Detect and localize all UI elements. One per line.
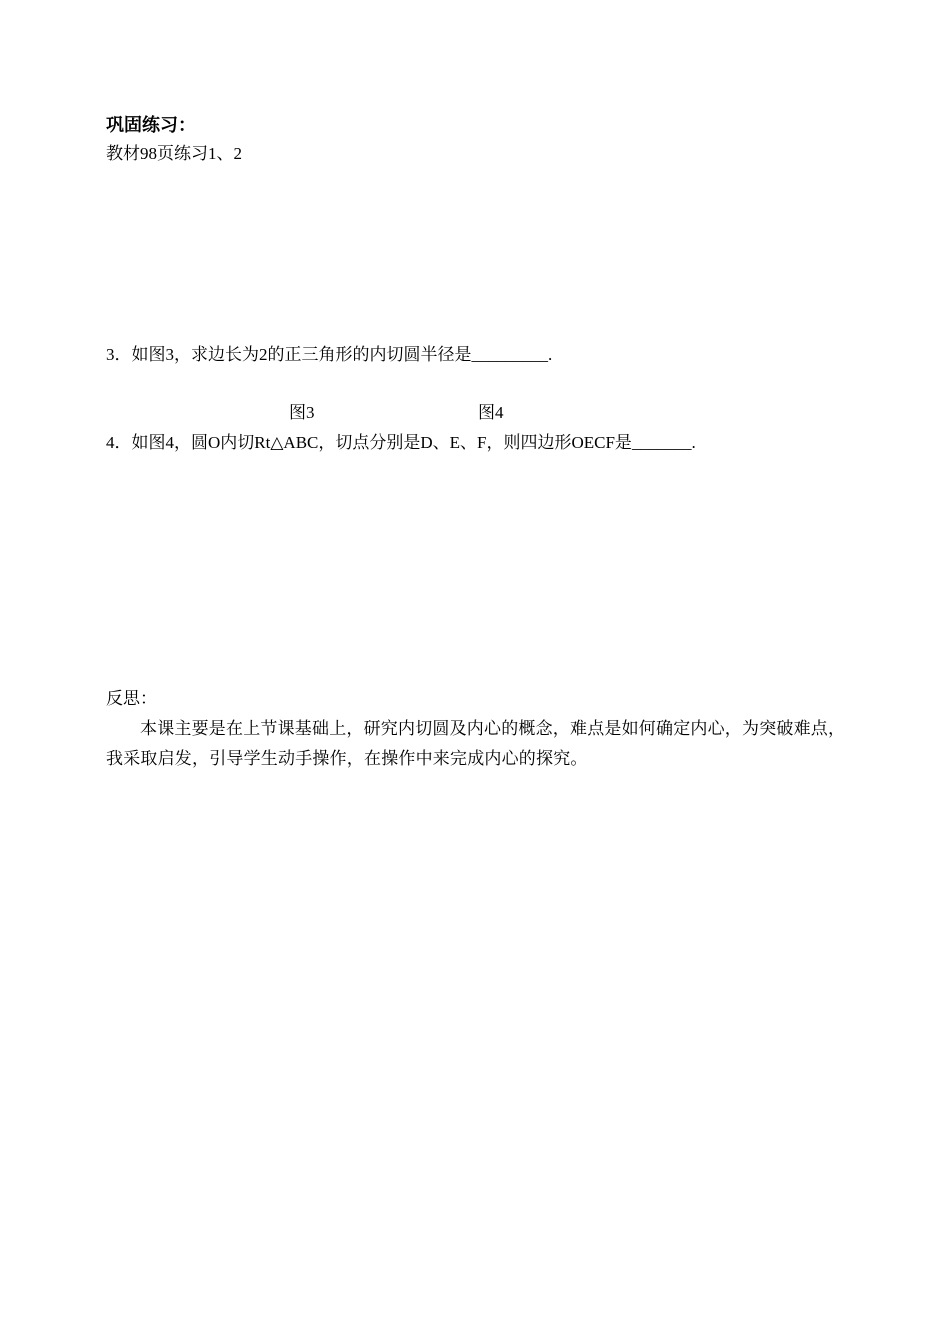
question-4-end: . bbox=[691, 433, 696, 452]
figure-3-label: 图3 bbox=[289, 403, 315, 422]
question-4-text: 4．如图4，圆O内切Rt△ABC，切点分别是D、E、F，则四边形OECF是 bbox=[106, 433, 632, 452]
figure-4-label: 图4 bbox=[478, 403, 504, 422]
question-3 bbox=[106, 344, 552, 366]
textbook-reference: 教材98页练习1、2 bbox=[106, 144, 242, 163]
section-title: 巩固练习： bbox=[106, 115, 196, 135]
question-4-blank: _______ bbox=[631, 433, 692, 452]
question-3-text: 3．如图3，求边长为2的正三角形的内切圆半径是 bbox=[106, 345, 472, 364]
question-3-blank: _________ bbox=[471, 345, 548, 364]
reflection-body: 本课主要是在上节课基础上，研究内切圆及内心的概念，难点是如何确定内心，为突破难点，我采取启发，引导学生动手操作，在操作中来完成内心的探究。 bbox=[106, 719, 846, 768]
question-3-end: . bbox=[548, 345, 553, 364]
reflection-title: 反思： bbox=[106, 689, 157, 708]
question-4 bbox=[106, 432, 696, 454]
